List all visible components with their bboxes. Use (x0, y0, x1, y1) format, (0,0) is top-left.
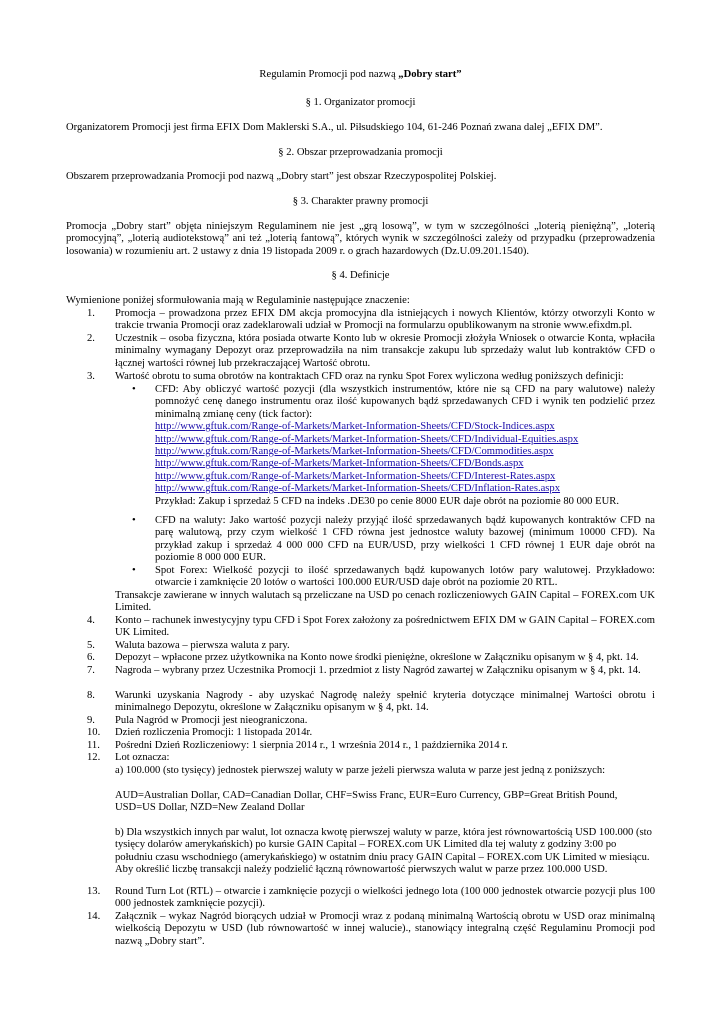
bullet-text: CFD na waluty: Jako wartość pozycji należy przyjąć ilość sprzedawanych bądź kupowanych kontraktów CFD na parę walutową, przy czym wielkość 1 CFD równa jest jednostce waluty bazowej (minimum 10000 CFD). Na przykład zakup i sprzedaż 4 000 000 CFD na EUR/USD, przy wielkości 1 CFD równej 1 EUR daje obrót na poziomie 8 000 000 EUR. (155, 515, 655, 564)
item-number: 8. (87, 690, 95, 701)
section-1-text: Organizatorem Promocji jest firma EFIX Dom Maklerski S.A., ul. Piłsudskiego 104, 61-246 Poznań zwana dalej „EFIX DM”. (66, 122, 603, 133)
item-number: 7. (87, 665, 95, 676)
section-3-heading: § 3. Charakter prawny promocji (292, 196, 429, 207)
item-number: 2. (87, 333, 95, 344)
bullet-icon: • (132, 384, 136, 395)
section-2-heading: § 2. Obszar przeprowadzania promocji (278, 147, 443, 158)
section-1-heading: § 1. Organizator promocji (305, 97, 416, 108)
bullet-icon: • (132, 565, 136, 576)
link-inflation-rates[interactable]: http://www.gftuk.com/Range-of-Markets/Market-Information-Sheets/CFD/Inflation-Rates.aspx (155, 483, 561, 495)
item-number: 12. (87, 752, 101, 763)
link-commodities[interactable]: http://www.gftuk.com/Range-of-Markets/Market-Information-Sheets/CFD/Commodities.aspx (155, 446, 554, 458)
item-text: Depozyt – wpłacone przez użytkownika na Konto nowe środki pieniężne, określone w Załączniku opisanym w § 4, pkt. 14. (115, 652, 639, 663)
item-text: Załącznik – wykaz Nagród biorących udział w Promocji wraz z podaną minimalną Wartością obrotu w USD oraz minimalną wielkością Depozytu w USD (lub równowartość w innej walucie)., stanowiący integralną część Regulaminu Promocji pod nazwą „Dobry start”. (115, 911, 655, 947)
bullet-icon: • (132, 515, 136, 526)
item-number: 13. (87, 886, 101, 897)
item-number: 11. (87, 740, 100, 751)
title-promo-name: „Dobry start” (398, 69, 462, 80)
item-number: 9. (87, 715, 95, 726)
item-text: Uczestnik – osoba fizyczna, która posiada otwarte Konto lub w okresie Promocji złożyła Wniosek o otwarcie Konta, wpłaciła minimalny wymagany Depozyt oraz przeprowadziła na nim transakcje zakupu lub sprzedaży walut lub kontraktów CFD o łącznej wartości równej lub przekraczającej Wartość obrotu. (115, 333, 655, 369)
link-stock-indices[interactable]: http://www.gftuk.com/Range-of-Markets/Market-Information-Sheets/CFD/Stock-Indices.aspx (155, 421, 555, 433)
item-number: 3. (87, 371, 95, 382)
link-interest-rates[interactable]: http://www.gftuk.com/Range-of-Markets/Market-Information-Sheets/CFD/Interest-Rates.aspx (155, 470, 556, 482)
lot-definition-a: a) 100.000 (sto tysięcy) jednostek pierwszej waluty w parze jeżeli pierwsza waluta w parze jest jedną z poniższych: (115, 765, 606, 776)
item-number: 10. (87, 727, 101, 738)
item-text: Round Turn Lot (RTL) – otwarcie i zamknięcie pozycji o wielkości jednego lota (100 000 jednostek otwarcie pozycji plus 100 000 jednostek zamknięcie pozycji). (115, 886, 655, 910)
document-title (66, 69, 655, 81)
item-text: Warunki uzyskania Nagrody - aby uzyskać Nagrodę należy spełnić kryteria dotyczące minimalnej Wartości obrotu i minimalnego Depozytu, określone w Załączniku opisanym w § 4, pkt. 14. (115, 690, 655, 714)
section-4-heading: § 4. Definicje (331, 270, 390, 281)
transactions-note: Transakcje zawierane w innych walutach są przeliczane na USD po cenach rozliczeniowych GAIN Capital – FOREX.com UK Limited. (115, 590, 655, 614)
bullet-text: Spot Forex: Wielkość pozycji to ilość sprzedawanych bądź kupowanych lotów pary walutowej. Przykładowo: otwarcie i zamknięcie 20 lotów o wartości 100.000 EUR/USD daje obrót na poziomie 20 RTL. (155, 565, 655, 589)
lot-currencies: AUD=Australian Dollar, CAD=Canadian Dollar, CHF=Swiss Franc, EUR=Euro Currency, GBP=Great British Pound, USD=US Dollar, NZD=New Zealand Dollar (115, 790, 618, 814)
item-text: Nagroda – wybrany przez Uczestnika Promocji 1. przedmiot z listy Nagród zawartej w Załączniku opisanym w § 4, pkt. 14. (115, 665, 641, 676)
lot-definition-b: b) Dla wszystkich innych par walut, lot oznacza kwotę pierwszej waluty w parze, która jest równowartością USD 100.000 (sto tysięcy dolarów amerykańskich) po kursie GAIN Capital – FOREX.com UK Limited dla tej waluty z godziny 3:00 po południu czasu wschodniego (amerykańskiego) w ostatnim dniu pracy GAIN Capital – FOREX.com UK Limited w miesiącu. Aby określić liczbę transakcji należy podzielić łączną równowartość pierwszych walut w parze przez 100.000 USD. (115, 827, 652, 876)
item-text: Pula Nagród w Promocji jest nieograniczona. (115, 715, 308, 726)
section-4-intro: Wymienione poniżej sformułowania mają w Regulaminie następujące znaczenie: (66, 295, 410, 306)
cfd-definition: CFD: Aby obliczyć wartość pozycji (dla wszystkich instrumentów, które nie są CFD na pary walutowe) należy pomnożyć cenę danego instrumentu oraz ilość kupowanych bądź sprzedawanych CFD i wynik ten podzielić przez minimalną zmianę ceny (tick factor): (155, 384, 655, 420)
item-text: Waluta bazowa – pierwsza waluta z pary. (115, 640, 290, 651)
item-number: 6. (87, 652, 95, 663)
title-text: Regulamin Promocji pod nazwą (259, 69, 399, 80)
item-text: Dzień rozliczenia Promocji: 1 listopada 2014r. (115, 727, 313, 738)
item-text: Konto – rachunek inwestycyjny typu CFD i Spot Forex założony za pośrednictwem EFIX DM w GAIN Capital – FOREX.com UK Limited. (115, 615, 655, 639)
section-2-text: Obszarem przeprowadzania Promocji pod nazwą „Dobry start” jest obszar Rzeczypospolitej Polskiej. (66, 171, 497, 182)
link-bonds[interactable]: http://www.gftuk.com/Range-of-Markets/Market-Information-Sheets/CFD/Bonds.aspx (155, 458, 524, 470)
item-number: 14. (87, 911, 101, 922)
item-text: Wartość obrotu to suma obrotów na kontraktach CFD oraz na rynku Spot Forex wyliczona według poniższych definicji: (115, 371, 624, 382)
bullet-text (155, 384, 655, 508)
item-text: Promocja – prowadzona przez EFIX DM akcja promocyjna dla istniejących i nowych Klientów, którzy otworzyli Konto w trakcie trwania Promocji oraz zadeklarowali udział w Promocji na formularzu opublikowanym na stronie www.efixdm.pl. (115, 308, 655, 332)
item-number: 5. (87, 640, 95, 651)
item-number: 1. (87, 308, 95, 319)
cfd-example: Przykład: Zakup i sprzedaż 5 CFD na indeks .DE30 po cenie 8000 EUR daje obrót na poziomie 80 000 EUR. (155, 495, 619, 507)
item-number: 4. (87, 615, 95, 626)
item-text: Pośredni Dzień Rozliczeniowy: 1 sierpnia 2014 r., 1 września 2014 r., 1 października 2014 r. (115, 740, 508, 751)
item-text: Lot oznacza: (115, 752, 170, 763)
link-individual-equities[interactable]: http://www.gftuk.com/Range-of-Markets/Market-Information-Sheets/CFD/Individual-Equities.aspx (155, 433, 579, 445)
section-3-text: Promocja „Dobry start” objęta niniejszym Regulaminem nie jest „grą losową”, w tym w szczególności „loterią pieniężną”, „loterią promocyjną”, „loterią audiotekstową” ani też „loterią fantową”, których wynik w szczególności zależy od przypadku (przeprowadzenia losowania) w rozumieniu art. 2 ustawy z dnia 19 listopada 2009 r. o grach hazardowych (Dz.U.09.201.1540). (66, 221, 655, 257)
